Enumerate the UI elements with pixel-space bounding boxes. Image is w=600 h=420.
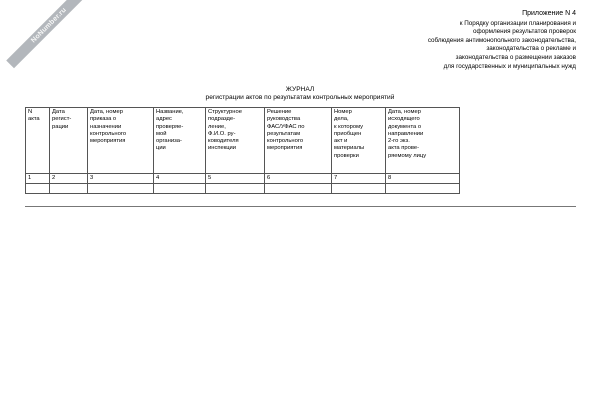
appendix-line: законодательства о размещении заказов bbox=[455, 53, 576, 61]
table-cell bbox=[88, 184, 154, 194]
column-number: 5 bbox=[206, 174, 265, 184]
journal-subtitle: регистрации актов по результатам контрольных мероприятий bbox=[205, 94, 395, 102]
column-header: Номер дела, к которому приобщен акт и материалы проверки bbox=[332, 108, 386, 174]
journal-title: ЖУРНАЛ bbox=[285, 86, 315, 93]
table-cell bbox=[265, 184, 332, 194]
column-header: Структурное подразде- ление, Ф.И.О. ру- ководителя инспекции bbox=[206, 108, 265, 174]
column-number: 8 bbox=[386, 174, 460, 184]
column-header: Решение руководства ФАС/УФАС по результатам контрольного мероприятия bbox=[265, 108, 332, 174]
table-cell bbox=[154, 184, 206, 194]
column-number-row bbox=[26, 174, 460, 184]
column-header: Название, адрес проверяе- мой организа- ции bbox=[154, 108, 206, 174]
table-cell bbox=[26, 184, 50, 194]
divider-line bbox=[25, 206, 576, 207]
table-cell bbox=[206, 184, 265, 194]
appendix-line: соблюдения антимонопольного законодательства, bbox=[427, 36, 576, 44]
table-cell bbox=[386, 184, 460, 194]
watermark: NoNumber.ru bbox=[6, 0, 92, 68]
column-header: Дата, номер исходящего документа о направлении 2-го экз. акта прове- ряемому лицу bbox=[386, 108, 460, 174]
column-number: 4 bbox=[154, 174, 206, 184]
column-header: Дата, номер приказа о назначении контрольного мероприятия bbox=[88, 108, 154, 174]
column-number: 7 bbox=[332, 174, 386, 184]
column-number: 6 bbox=[265, 174, 332, 184]
column-number: 3 bbox=[88, 174, 154, 184]
column-header: Дата регист- рации bbox=[50, 108, 88, 174]
appendix-block bbox=[346, 10, 576, 71]
table-cell bbox=[50, 184, 88, 194]
appendix-line: законодательства о рекламе и bbox=[486, 45, 576, 53]
column-header: N акта bbox=[26, 108, 50, 174]
journal-heading bbox=[0, 86, 600, 103]
column-number: 2 bbox=[50, 174, 88, 184]
column-number: 1 bbox=[26, 174, 50, 184]
appendix-line: оформления результатов проверок bbox=[472, 28, 576, 36]
table-cell bbox=[332, 184, 386, 194]
table-header-row bbox=[26, 108, 460, 174]
appendix-line: к Порядку организации планирования и bbox=[459, 19, 576, 27]
table-row-empty bbox=[26, 184, 460, 194]
appendix-line: для государственных и муниципальных нужд bbox=[443, 62, 576, 70]
appendix-title: Приложение N 4 bbox=[522, 10, 576, 17]
journal-table bbox=[25, 107, 460, 194]
